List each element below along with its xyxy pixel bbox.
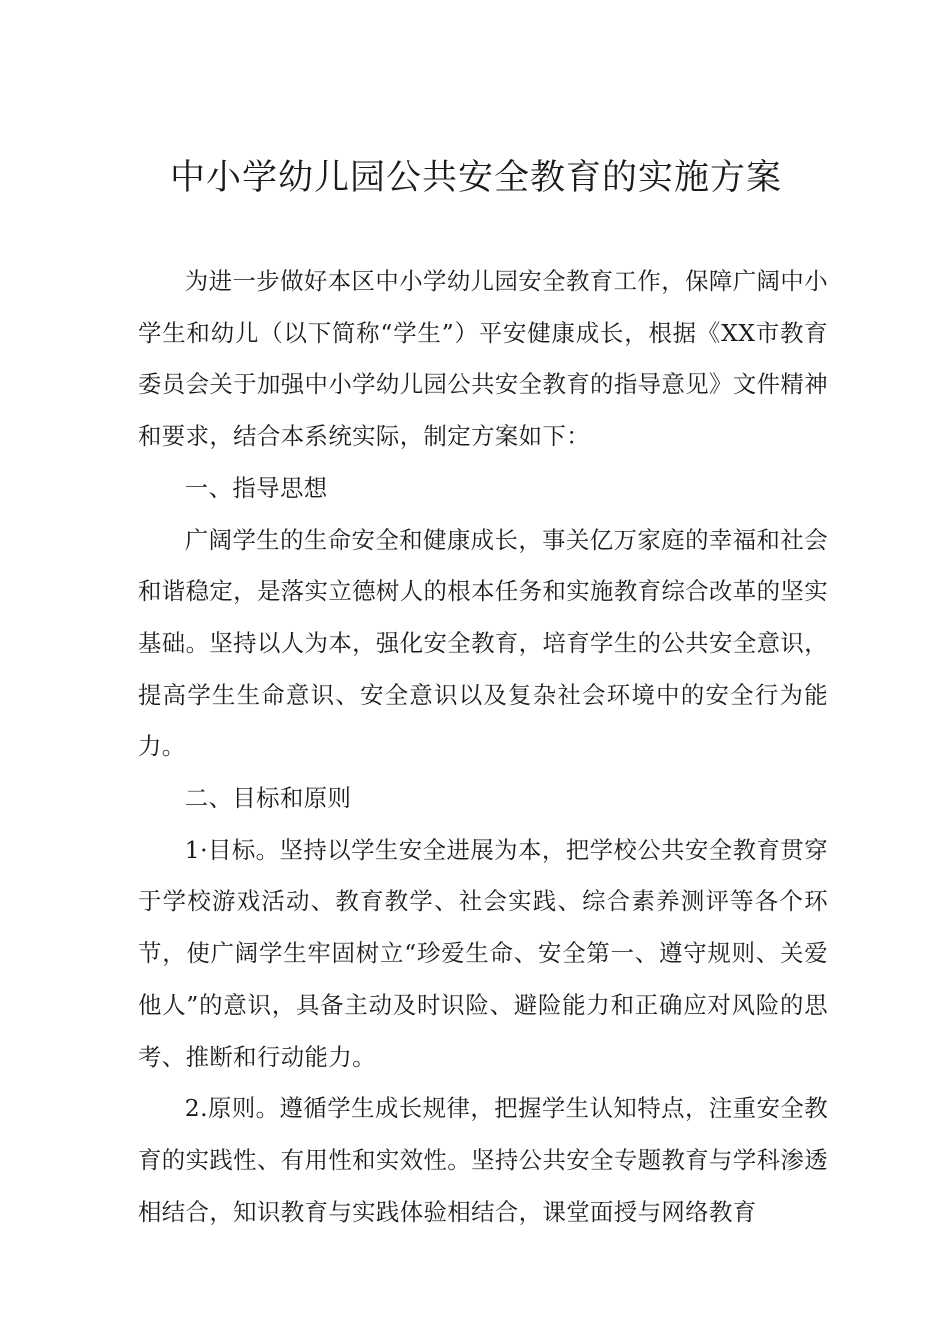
goal-paragraph: 1·目标。坚持以学生安全进展为本，把学校公共安全教育贯穿于学校游戏活动、教育教学、社会实践、综合素养测评等各个环节，使广阔学生牢固树立“珍爱生命、安全第一、遵守规则、关爱他人”的意识，具备主动及时识险、避险能力和正确应对风险的思考、推断和行动能力。 xyxy=(138,835,828,1071)
document-body xyxy=(138,256,828,1238)
document-title: 中小学幼儿园公共安全教育的实施方案 xyxy=(170,158,783,198)
guiding-ideology-paragraph: 广阔学生的生命安全和健康成长，事关亿万家庭的幸福和社会和谐稳定，是落实立德树人的根本任务和实施教育综合改革的坚实基础。坚持以人为本，强化安全教育，培育学生的公共安全意识，提高学生生命意识、安全意识以及复杂社会环境中的安全行为能力。 xyxy=(138,525,828,761)
principle-paragraph: 2.原则。遵循学生成长规律，把握学生认知特点，注重安全教育的实践性、有用性和实效性。坚持公共安全专题教育与学科渗透相结合，知识教育与实践体验相结合，课堂面授与网络教育 xyxy=(138,1094,828,1226)
section-heading-guiding-ideology: 一、指导思想 xyxy=(184,473,328,502)
intro-paragraph: 为进一步做好本区中小学幼儿园安全教育工作，保障广阔中小学生和幼儿（以下简称“学生”）平安健康成长，根据《XX市教育委员会关于加强中小学幼儿园公共安全教育的指导意见》文件精神和要求，结合本系统实际，制定方案如下： xyxy=(138,267,828,451)
section-heading-goals-principles: 二、目标和原则 xyxy=(184,784,352,813)
